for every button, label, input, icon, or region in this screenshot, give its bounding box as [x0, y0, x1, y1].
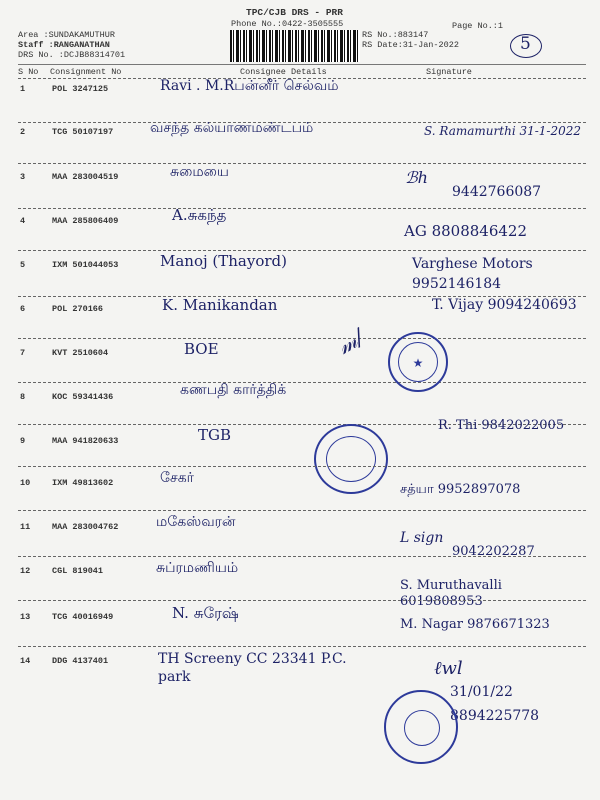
row-consignment: POL 270166: [52, 304, 104, 314]
signature-handwriting: 9442766087: [452, 184, 542, 200]
consignee-handwriting: சுமையை: [170, 164, 229, 180]
consignee-handwriting: BOE: [184, 340, 219, 358]
row-consignment: TCG 40016949: [52, 612, 114, 622]
signature-handwriting: AG 8808846422: [404, 222, 528, 240]
signature-handwriting: R. Thi 9842022005: [438, 418, 565, 433]
consignee-handwriting: கணபதி கார்த்திக்: [180, 382, 287, 398]
row-consignment: DDG 4137401: [52, 656, 109, 666]
row-consignment: MAA 283004762: [52, 522, 119, 532]
drs-number: DRS No. :DCJB88314701: [18, 50, 126, 60]
col-sno: S No: [18, 67, 39, 77]
bank-seal-stamp: ★: [388, 332, 448, 392]
consignee-handwriting: K. Manikandan: [162, 296, 278, 314]
signature-handwriting: S. Muruthavalli 6019808953: [400, 578, 502, 609]
row-sno: 2: [20, 127, 26, 137]
row-divider: [18, 510, 586, 511]
consignee-handwriting: TH Screeny CC 23341 P.C. park: [158, 651, 347, 685]
row-consignment: TCG 50107197: [52, 127, 114, 137]
consignee-handwriting: வசந்த கல்யாணமண்டபம்: [150, 120, 314, 136]
signature-handwriting: 9042202287: [452, 544, 535, 559]
signature-scribble: ℬℎ: [405, 168, 428, 187]
consignee-handwriting: N. சுரேஷ்: [172, 604, 239, 622]
row-consignment: CGL 819041: [52, 566, 104, 576]
row-sno: 11: [20, 522, 31, 532]
row-sno: 13: [20, 612, 31, 622]
row-consignment: KVT 2510604: [52, 348, 109, 358]
row-divider: [18, 382, 586, 383]
phone-number: Phone No.:0422-3505555: [231, 19, 344, 29]
col-consignee: Consignee Details: [240, 67, 327, 77]
row-divider: [18, 556, 586, 557]
consignee-handwriting: சுப்ரமணியம்: [156, 560, 239, 576]
col-consignment: Consignment No: [50, 67, 122, 77]
consignee-handwriting: சேகர்: [160, 470, 194, 486]
row-sno: 12: [20, 566, 31, 576]
row-divider: [18, 250, 586, 251]
signature-handwriting: 31/01/22 8894225778: [450, 684, 540, 724]
post-office-stamp: [314, 424, 388, 494]
signature-handwriting: M. Nagar 9876671323: [400, 617, 550, 632]
row-divider: [18, 208, 586, 209]
area-label: Area :SUNDAKAMUTHUR: [18, 30, 115, 40]
row-sno: 7: [20, 348, 26, 358]
consignee-handwriting: Manoj (Thayord): [160, 252, 288, 270]
pcra-cbe-stamp: [384, 690, 458, 764]
col-signature: Signature: [426, 67, 472, 77]
row-sno: 9: [20, 436, 26, 446]
row-sno: 1: [20, 84, 26, 94]
row-consignment: IXM 49813602: [52, 478, 114, 488]
row-consignment: POL 3247125: [52, 84, 109, 94]
rs-number: RS No.:883147: [362, 30, 429, 40]
signature-scribble: ℓwl: [434, 658, 463, 679]
signature-handwriting: T. Vijay 9094240693: [432, 297, 577, 313]
row-sno: 14: [20, 656, 31, 666]
signature-scribble: L sign: [400, 530, 444, 546]
circled-number: 5: [520, 34, 531, 54]
row-divider: [18, 466, 586, 467]
row-sno: 8: [20, 392, 26, 402]
row-sno: 6: [20, 304, 26, 314]
consignee-handwriting: Ravi . M.Rபன்னீர் செல்வம்: [160, 78, 339, 94]
signature-handwriting: சத்யா 9952897078: [400, 482, 521, 497]
row-sno: 3: [20, 172, 26, 182]
row-sno: 4: [20, 216, 26, 226]
row-divider: [18, 338, 586, 339]
consignee-handwriting: TGB: [198, 426, 232, 444]
row-consignment: KOC 59341436: [52, 392, 114, 402]
consignee-handwriting: A.சுகந்த: [172, 206, 227, 224]
signature-handwriting: Varghese Motors 9952146184: [412, 256, 533, 292]
staff-label: Staff :RANGANATHAN: [18, 40, 110, 50]
row-divider: [18, 163, 586, 164]
header-rule-top: [18, 64, 586, 65]
row-consignment: MAA 285806409: [52, 216, 119, 226]
barcode: [230, 30, 360, 62]
consignee-handwriting: மகேஸ்வரன்: [156, 514, 236, 530]
signature-scribble: 𝓂/: [333, 325, 369, 360]
row-sno: 10: [20, 478, 31, 488]
page-number: Page No.:1: [452, 21, 504, 31]
row-divider: [18, 600, 586, 601]
row-consignment: MAA 283004519: [52, 172, 119, 182]
row-sno: 5: [20, 260, 26, 270]
row-divider: [18, 646, 586, 647]
row-consignment: MAA 941820633: [52, 436, 119, 446]
rs-date: RS Date:31-Jan-2022: [362, 40, 459, 50]
doc-title: TPC/CJB DRS - PRR: [246, 7, 343, 18]
row-consignment: IXM 501044053: [52, 260, 119, 270]
signature-handwriting: S. Ramamurthi 31-1-2022: [424, 124, 582, 138]
